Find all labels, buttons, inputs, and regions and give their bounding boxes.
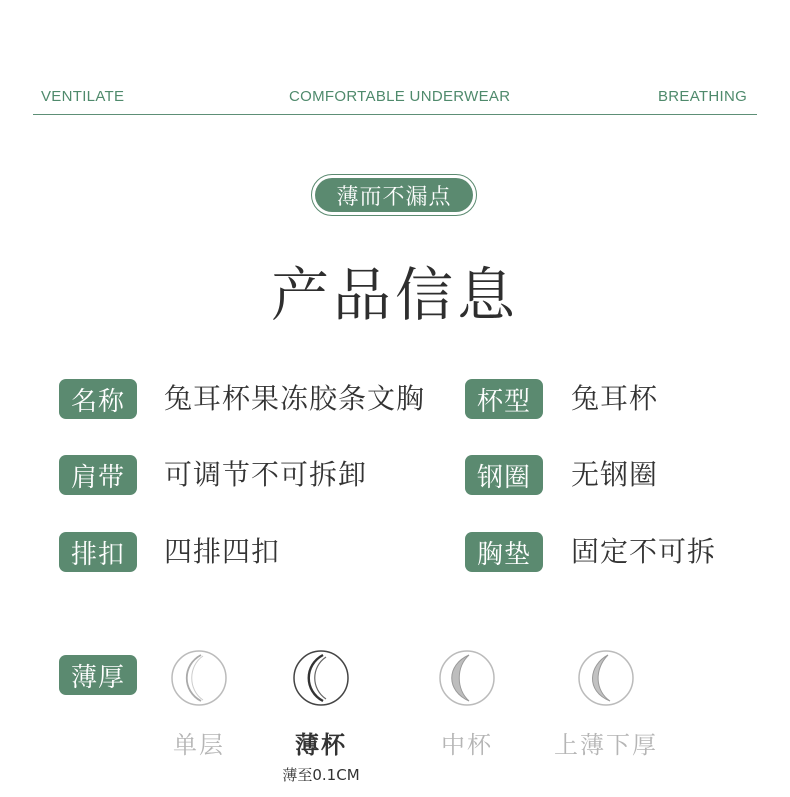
thickness-option-thin <box>261 649 381 785</box>
thickness-option-name: 单层 <box>173 731 225 759</box>
thickness-option-medium <box>407 649 527 760</box>
spec-value-name: 兔耳杯果冻胶条文胸 <box>164 382 426 415</box>
header-divider <box>33 114 757 115</box>
header-tagline <box>0 88 790 110</box>
header-right-text: BREATHING <box>658 88 748 105</box>
feature-badge <box>311 174 477 216</box>
thickness-label: 薄厚 <box>59 655 137 695</box>
spec-value-pad: 固定不可拆 <box>571 535 717 568</box>
spec-value-hooks: 四排四扣 <box>164 535 281 568</box>
spec-value-cup-type: 兔耳杯 <box>571 382 659 415</box>
thickness-option-gradient <box>546 649 666 760</box>
thickness-option-name: 上薄下厚 <box>554 731 658 759</box>
thickness-option-name: 薄杯 <box>295 731 347 759</box>
cup-medium-icon <box>438 649 496 707</box>
page-title: 产品信息 <box>270 261 519 329</box>
feature-badge-label: 薄而不漏点 <box>315 178 473 212</box>
spec-label-pad: 胸垫 <box>465 532 543 572</box>
header-center-text: COMFORTABLE UNDERWEAR <box>289 88 511 105</box>
spec-value-wire: 无钢圈 <box>571 458 659 491</box>
cup-gradient-icon <box>577 649 635 707</box>
header-left-text: VENTILATE <box>41 88 125 105</box>
cup-thin-icon <box>292 649 350 707</box>
thickness-option-single <box>139 649 259 760</box>
spec-label-strap: 肩带 <box>59 455 137 495</box>
cup-single-icon <box>170 649 228 707</box>
thickness-option-name: 中杯 <box>441 731 493 759</box>
spec-label-wire: 钢圈 <box>465 455 543 495</box>
spec-label-name: 名称 <box>59 379 137 419</box>
spec-value-strap: 可调节不可拆卸 <box>164 458 368 491</box>
thickness-option-note: 薄至0.1CM <box>282 766 360 784</box>
spec-label-hooks: 排扣 <box>59 532 137 572</box>
spec-label-cup-type: 杯型 <box>465 379 543 419</box>
